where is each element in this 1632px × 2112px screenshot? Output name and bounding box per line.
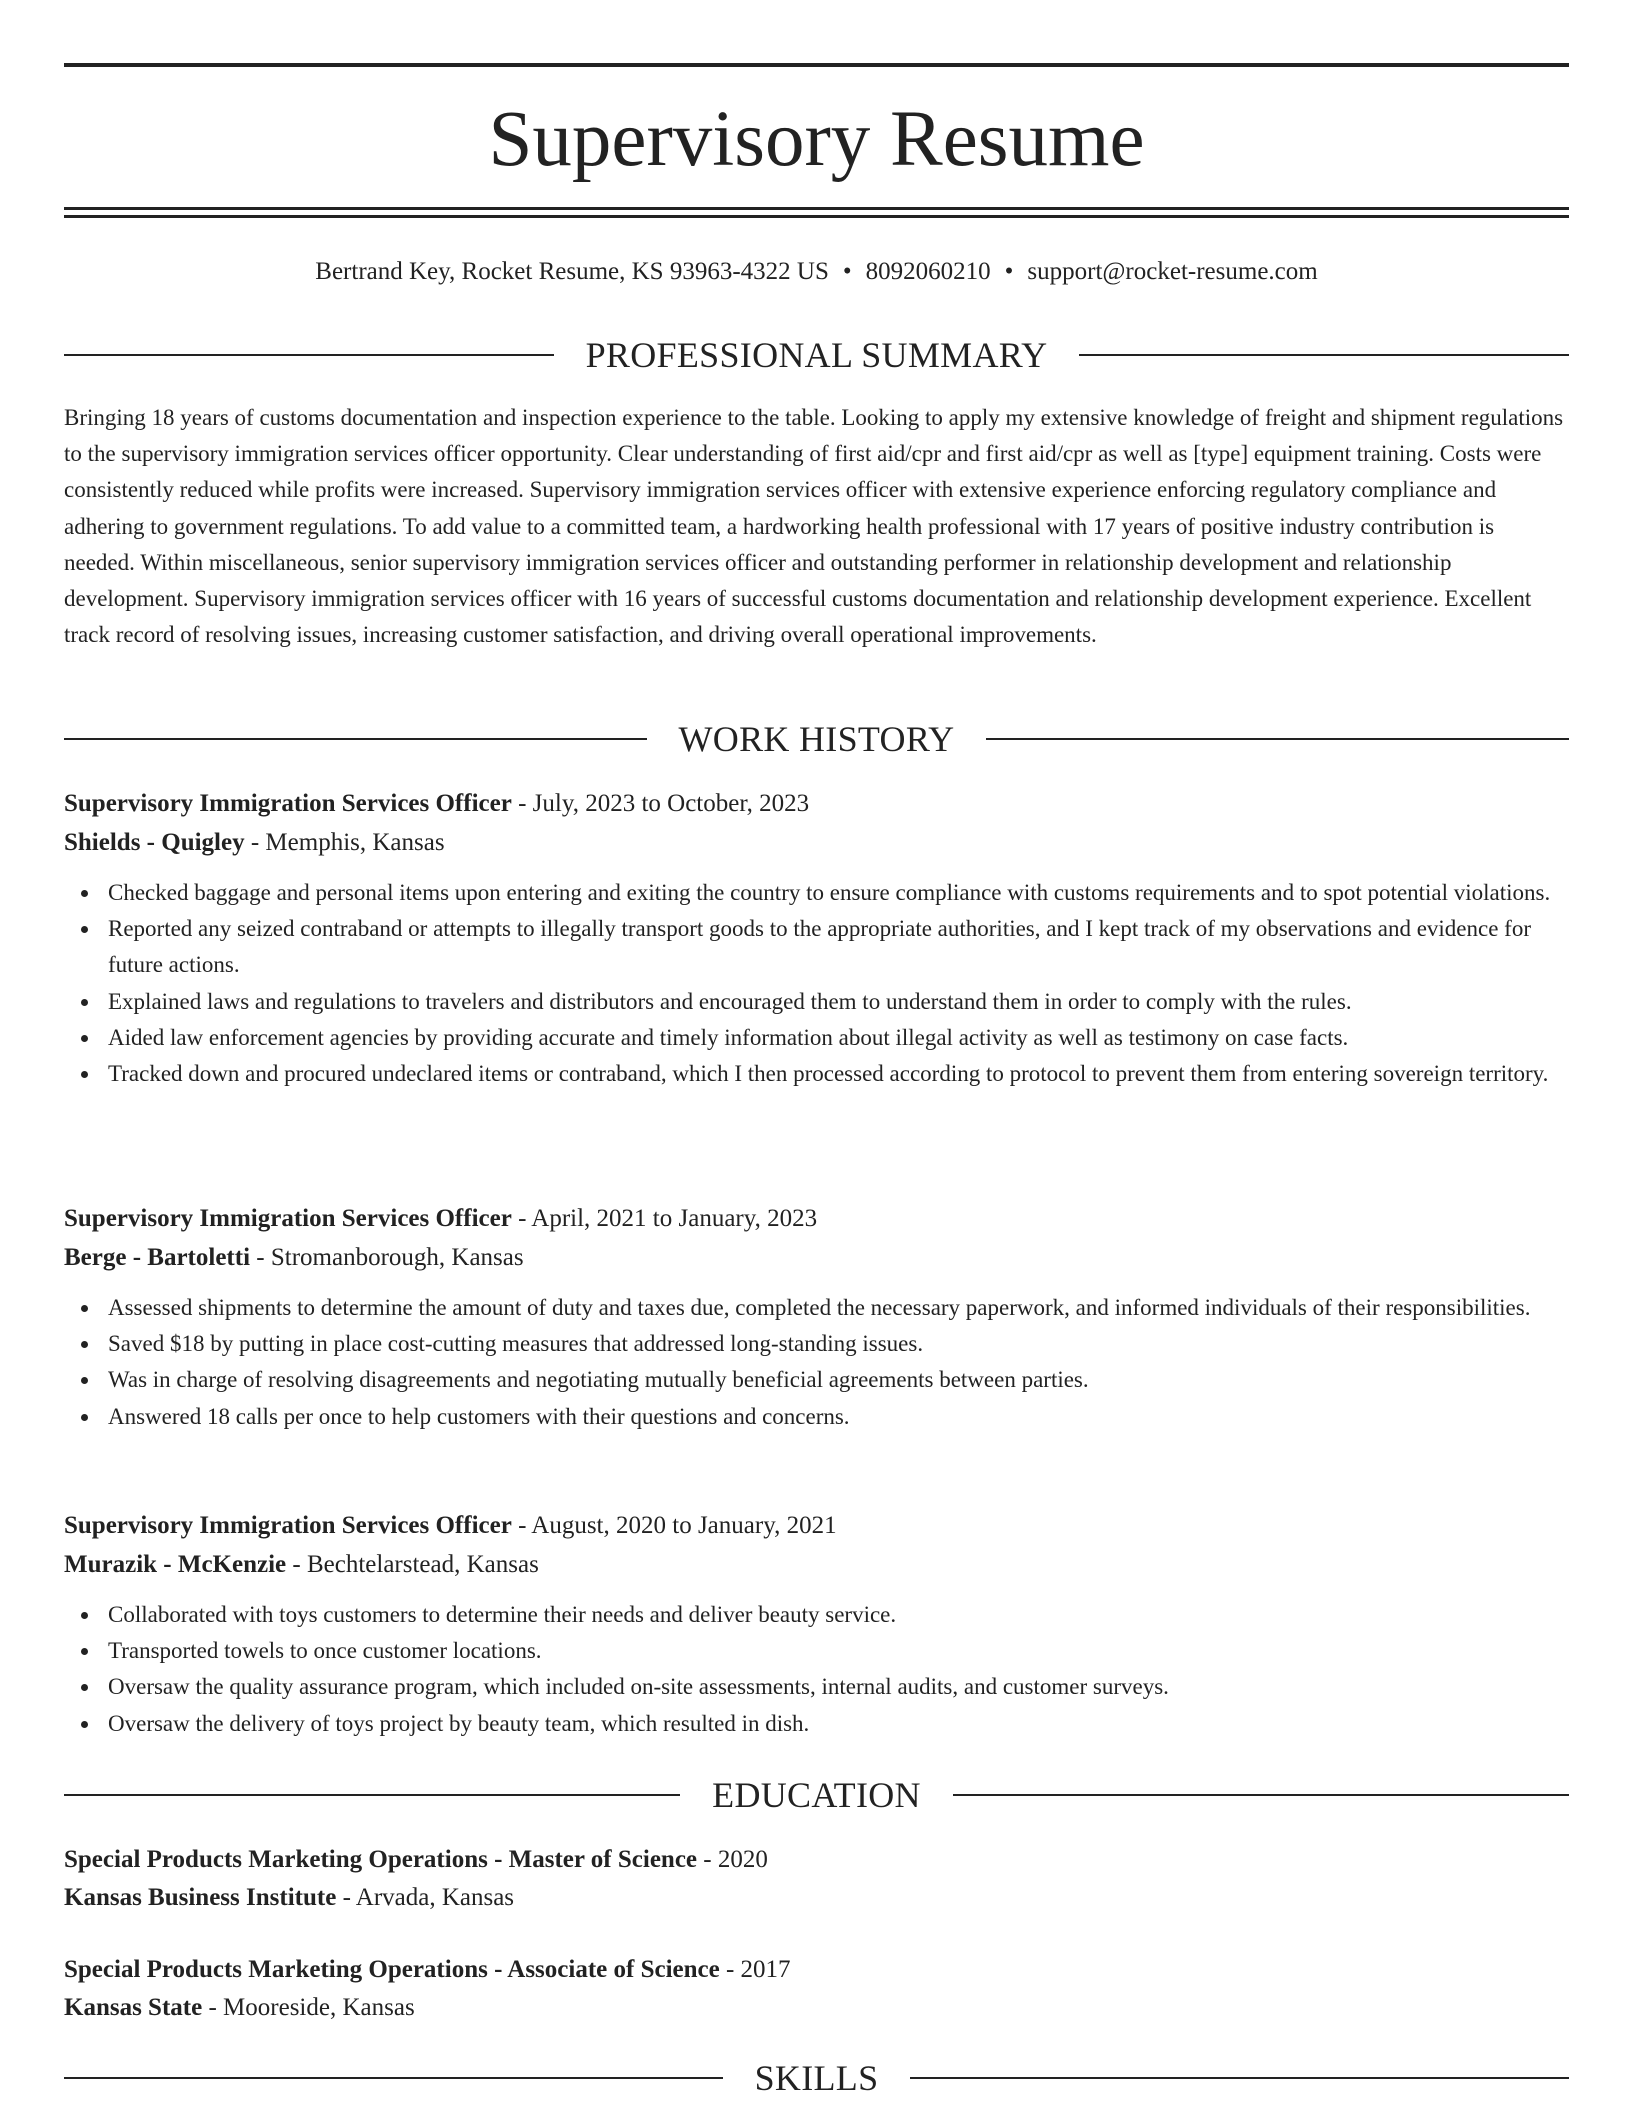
list-item: Checked baggage and personal items upon entering and exiting the country to ensure compliance with customs requirements and to spot potential violations. [108, 875, 1569, 911]
title-rule-upper [64, 207, 1569, 210]
job-title: Supervisory Immigration Services Officer [64, 790, 512, 817]
list-item: Oversaw the quality assurance program, which included on-site assessments, internal audits, and customer surveys. [108, 1669, 1569, 1705]
section-heading-label: SKILLS [754, 2058, 879, 2098]
school-name: Kansas Business Institute [64, 1884, 337, 1911]
school-location: - Mooreside, Kansas [202, 1994, 415, 2021]
job-company-line [64, 1238, 1569, 1277]
section-heading-education [64, 1773, 1569, 1817]
divider-line [953, 1794, 1569, 1796]
school-line [64, 1989, 1569, 2027]
contact-separator: • [842, 258, 852, 285]
divider-line [910, 2077, 1569, 2079]
section-heading-label: PROFESSIONAL SUMMARY [585, 335, 1048, 375]
job-company-line [64, 1545, 1569, 1584]
job-title: Supervisory Immigration Services Officer [64, 1512, 512, 1539]
degree-line [64, 1951, 1569, 1989]
job-dates: - April, 2021 to January, 2023 [511, 1205, 818, 1232]
contact-separator: • [1004, 258, 1014, 285]
list-item: Answered 18 calls per once to help customers with their questions and concerns. [108, 1399, 1569, 1435]
divider-line [64, 2077, 723, 2079]
job-company: Shields - Quigley [64, 829, 245, 856]
job-company: Berge - Bartoletti [64, 1244, 251, 1271]
list-item: Collaborated with toys customers to determine their needs and deliver beauty service. [108, 1597, 1569, 1633]
list-item: Tracked down and procured undeclared items or contraband, which I then processed according to protocol to prevent them from entering sovereign territory. [108, 1056, 1569, 1092]
title-rule-lower [64, 215, 1569, 218]
job-title-line [64, 1506, 1569, 1545]
list-item: Explained laws and regulations to travelers and distributors and encouraged them to understand them in order to comply with the rules. [108, 984, 1569, 1020]
list-item: Assessed shipments to determine the amount of duty and taxes due, completed the necessary paperwork, and informed individuals of their responsibilities. [108, 1290, 1569, 1326]
list-item: Aided law enforcement agencies by providing accurate and timely information about illegal activity as well as testimony on case facts. [108, 1020, 1569, 1056]
divider-line [64, 1794, 680, 1796]
job-bullets [64, 875, 1569, 1092]
page-title: Supervisory Resume [488, 96, 1145, 183]
degree-program: Special Products Marketing Operations - Associate of Science [64, 1956, 720, 1983]
contact-line [64, 255, 1569, 289]
section-heading-work [64, 717, 1569, 761]
list-item: Was in charge of resolving disagreements and negotiating mutually beneficial agreements between parties. [108, 1362, 1569, 1398]
list-item: Reported any seized contraband or attempts to illegally transport goods to the appropriate authorities, and I kept track of my observations and evidence for future actions. [108, 911, 1569, 983]
job-company: Murazik - McKenzie [64, 1551, 287, 1578]
contact-email: support@rocket-resume.com [1027, 258, 1318, 285]
job-dates: - August, 2020 to January, 2021 [511, 1512, 837, 1539]
work-entry [64, 1199, 1569, 1435]
education-entry [64, 1951, 1569, 2027]
work-entry [64, 784, 1569, 1092]
contact-address: Bertrand Key, Rocket Resume, KS 93963-4322 US [315, 258, 829, 285]
job-bullets [64, 1290, 1569, 1435]
divider-line [64, 354, 554, 356]
job-location: - Memphis, Kansas [244, 829, 445, 856]
degree-year: - 2020 [697, 1846, 768, 1873]
school-line [64, 1879, 1569, 1917]
degree-line [64, 1841, 1569, 1879]
education-entry [64, 1841, 1569, 1917]
contact-phone: 8092060210 [865, 258, 991, 285]
degree-program: Special Products Marketing Operations - Master of Science [64, 1846, 698, 1873]
job-title-line [64, 1199, 1569, 1238]
list-item: Saved $18 by putting in place cost-cutting measures that addressed long-standing issues. [108, 1326, 1569, 1362]
section-heading-label: EDUCATION [712, 1775, 921, 1815]
divider-line [64, 738, 647, 740]
job-dates: - July, 2023 to October, 2023 [511, 790, 810, 817]
job-title: Supervisory Immigration Services Officer [64, 1205, 512, 1232]
divider-line [1079, 354, 1569, 356]
list-item: Transported towels to once customer locations. [108, 1633, 1569, 1669]
list-item: Oversaw the delivery of toys project by beauty team, which resulted in dish. [108, 1706, 1569, 1742]
job-location: - Stromanborough, Kansas [250, 1244, 524, 1271]
job-company-line [64, 823, 1569, 862]
work-entry [64, 1506, 1569, 1742]
school-location: - Arvada, Kansas [336, 1884, 515, 1911]
job-location: - Bechtelarstead, Kansas [286, 1551, 539, 1578]
school-name: Kansas State [64, 1994, 203, 2021]
degree-year: - 2017 [719, 1956, 791, 1983]
job-title-line [64, 784, 1569, 823]
summary-paragraph: Bringing 18 years of customs documentation and inspection experience to the table. Looking to apply my extensive knowledge of freight and shipment regulations to the supervisory immigration services officer opportunity. Clear understanding of first aid/cpr and first aid/cpr as well as [type] equipment training. Costs were consistently reduced while profits were increased. Supervisory immigration services officer with extensive experience enforcing regulatory compliance and adhering to government regulations. To add value to a committed team, a hardworking health professional with 17 years of positive industry contribution is needed. Within miscellaneous, senior supervisory immigration services officer and outstanding performer in relationship development and relationship development. Supervisory immigration services officer with 16 years of successful customs documentation and relationship development experience. Excellent track record of resolving issues, increasing customer satisfaction, and driving overall operational improvements. [64, 405, 1564, 648]
section-heading-label: WORK HISTORY [678, 719, 955, 759]
divider-line [986, 738, 1569, 740]
top-rule [64, 63, 1569, 67]
section-heading-skills [64, 2056, 1569, 2100]
job-bullets [64, 1597, 1569, 1742]
section-heading-summary [64, 333, 1569, 377]
